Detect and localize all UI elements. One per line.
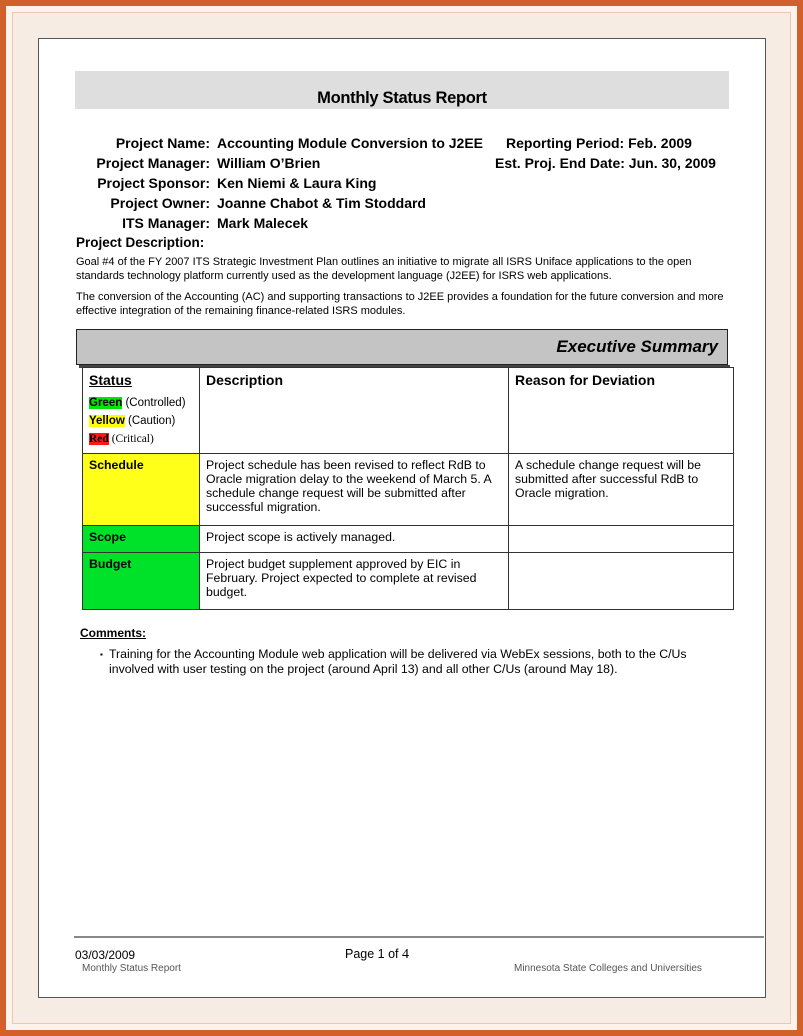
title-bar: [75, 71, 729, 109]
field-project-manager: [39, 155, 210, 173]
description-header-cell: [200, 368, 509, 454]
table-row: [83, 553, 734, 610]
reason-cell: [509, 553, 734, 610]
legend-yellow: [89, 412, 193, 430]
field-label: ITS Manager:: [122, 215, 210, 231]
footer-date: 03/03/2009: [75, 948, 136, 962]
field-value: Ken Niemi & Laura King: [217, 175, 377, 191]
category-cell-budget: Budget: [83, 553, 200, 610]
field-project-sponsor: [39, 175, 210, 193]
status-legend: [89, 394, 193, 448]
legend-yellow-swatch: Yellow: [89, 415, 125, 427]
field-label: Project Owner:: [110, 195, 210, 211]
legend-green-note: (Controlled): [122, 397, 186, 409]
reporting-period: Reporting Period: Feb. 2009: [506, 135, 692, 151]
footer-organization: Minnesota State Colleges and Universities: [514, 963, 702, 974]
legend-green-swatch: Green: [89, 397, 123, 409]
table-header-row: [83, 368, 734, 454]
reason-cell: A schedule change request will be submitted after successful RdB to Oracle migration.: [509, 454, 734, 526]
description-cell: Project scope is actively managed.: [200, 526, 509, 553]
document-page: [38, 38, 766, 998]
field-value: Accounting Module Conversion to J2EE: [217, 135, 484, 151]
description-header: Description: [206, 372, 284, 388]
legend-yellow-note: (Caution): [124, 415, 176, 427]
legend-red: [89, 430, 193, 448]
page-prefix: Page 1 of: [345, 947, 402, 961]
footer-doc-name: Monthly Status Report: [82, 963, 181, 974]
legend-green: [89, 394, 193, 412]
category-cell-schedule: Schedule: [83, 454, 200, 526]
field-value: Joanne Chabot & Tim Stoddard: [217, 195, 426, 211]
field-label: Project Sponsor:: [97, 175, 210, 191]
footer-divider: [74, 936, 764, 938]
comment-item: Training for the Accounting Module web application will be delivered via WebEx sessions, both to the C/Us involved with user testing on the project (around April 13) and all other C/Us (around May 18).: [109, 647, 687, 676]
description-cell: Project budget supplement approved by EIC in February. Project expected to complete at revised budget.: [200, 553, 509, 610]
table-row: [83, 454, 734, 526]
legend-red-note: (Critical): [108, 433, 154, 445]
field-project-name: [39, 135, 210, 153]
field-label: Project Name:: [115, 135, 210, 151]
status-table: [82, 367, 734, 610]
page-total: 4: [402, 947, 409, 962]
field-value: Mark Malecek: [217, 215, 309, 231]
reason-cell: [509, 526, 734, 553]
field-project-owner: [39, 195, 210, 213]
reason-header-cell: [509, 368, 734, 454]
status-header: Status: [89, 372, 132, 388]
description-paragraph-1: Goal #4 of the FY 2007 ITS Strategic Investment Plan outlines an initiative to migrate all ISRS Uniface applications to the open standards technology platform currently used as the development language (J2EE) for ISRS web applications.: [76, 256, 692, 282]
legend-red-swatch: Red: [89, 433, 109, 445]
bullet-icon: ▪: [100, 650, 103, 659]
status-header-cell: [83, 368, 200, 454]
table-row: [83, 526, 734, 553]
field-label: Project Manager:: [96, 155, 210, 171]
executive-summary-bar: [76, 329, 728, 365]
field-value: William O’Brien: [217, 155, 321, 171]
est-end-date: Est. Proj. End Date: Jun. 30, 2009: [495, 155, 716, 171]
field-its-manager: [39, 215, 210, 233]
executive-summary-title: Executive Summary: [556, 337, 718, 356]
reason-header: Reason for Deviation: [515, 372, 656, 388]
description-cell: Project schedule has been revised to reflect RdB to Oracle migration delay to the weekend of March 5. A schedule change request will be submitted after successful migration.: [200, 454, 509, 526]
description-heading: Project Description:: [76, 235, 205, 250]
comments-label: Comments:: [80, 626, 147, 640]
description-paragraph-2: The conversion of the Accounting (AC) and supporting transactions to J2EE provides a foundation for the future conversion and more effective integration of the remaining finance-related ISRS modules.: [76, 291, 724, 317]
category-cell-scope: Scope: [83, 526, 200, 553]
footer-page-number: [345, 947, 409, 963]
report-title: Monthly Status Report: [317, 89, 487, 107]
